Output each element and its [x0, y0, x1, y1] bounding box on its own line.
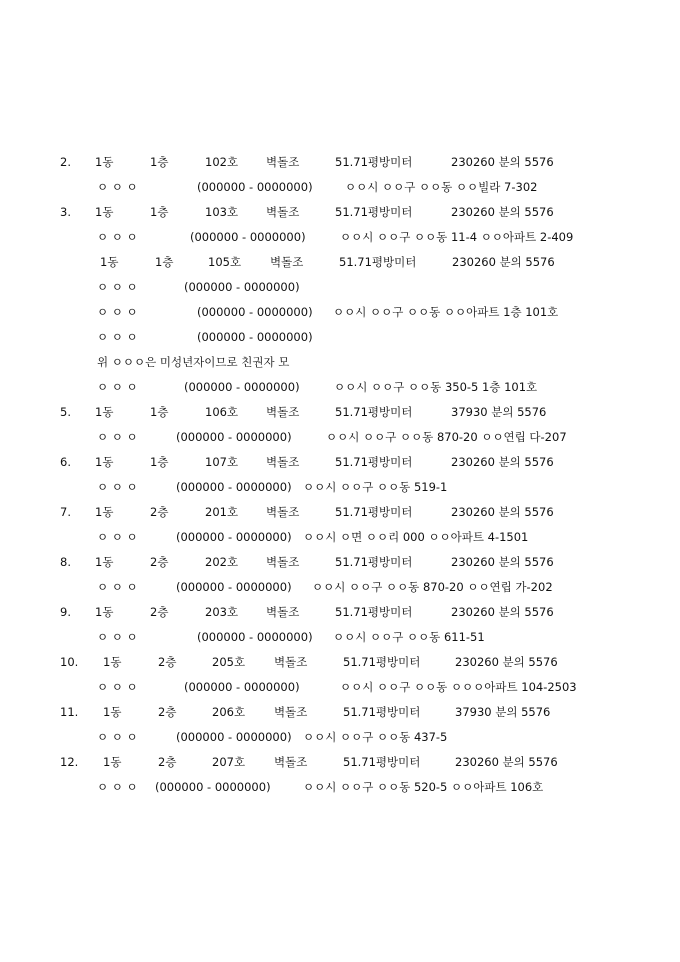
- resident-number: (000000 - 0000000): [190, 230, 306, 244]
- area: 51.71평방미터: [335, 205, 413, 219]
- area: 51.71평방미터: [335, 155, 413, 169]
- share-ratio: 230260 분의 5576: [452, 255, 555, 269]
- unit-number: 102호: [205, 155, 239, 169]
- owner-address: ㅇㅇ시 ㅇㅇ구 ㅇㅇ동 ㅇㅇㅇ아파트 104-2503: [340, 680, 577, 694]
- resident-number: (000000 - 0000000): [176, 430, 292, 444]
- structure: 벽돌조: [266, 455, 300, 469]
- area: 51.71평방미터: [343, 755, 421, 769]
- floor: 2층: [150, 605, 169, 619]
- unit-number: 201호: [205, 505, 239, 519]
- item-number: 9.: [60, 605, 71, 619]
- structure: 벽돌조: [266, 155, 300, 169]
- owner-address: ㅇㅇ시 ㅇㅇ구 ㅇㅇ동 ㅇㅇ아파트 1층 101호: [333, 305, 559, 319]
- resident-number: (000000 - 0000000): [197, 180, 313, 194]
- unit-number: 107호: [205, 455, 239, 469]
- share-ratio: 230260 분의 5576: [451, 555, 554, 569]
- structure: 벽돌조: [266, 505, 300, 519]
- structure: 벽돌조: [274, 705, 308, 719]
- item-number: 2.: [60, 155, 71, 169]
- building-dong: 1동: [95, 405, 114, 419]
- owner-name: ㅇ ㅇ ㅇ: [97, 630, 138, 644]
- item-number: 7.: [60, 505, 71, 519]
- floor: 2층: [158, 655, 177, 669]
- unit-number: 206호: [212, 705, 246, 719]
- owner-address: ㅇㅇ시 ㅇㅇ구 ㅇㅇ동 350-5 1층 101호: [334, 380, 538, 394]
- owner-address: ㅇㅇ시 ㅇㅇ구 ㅇㅇ동 11-4 ㅇㅇ아파트 2-409: [340, 230, 574, 244]
- unit-number: 202호: [205, 555, 239, 569]
- floor: 1층: [150, 455, 169, 469]
- resident-number: (000000 - 0000000): [184, 380, 300, 394]
- owner-address: ㅇㅇ시 ㅇㅇ구 ㅇㅇ동 611-51: [333, 630, 485, 644]
- floor: 2층: [150, 505, 169, 519]
- area: 51.71평방미터: [339, 255, 417, 269]
- area: 51.71평방미터: [335, 405, 413, 419]
- owner-name: ㅇ ㅇ ㅇ: [97, 680, 138, 694]
- item-number: 5.: [60, 405, 71, 419]
- building-dong: 1동: [95, 605, 114, 619]
- area: 51.71평방미터: [343, 655, 421, 669]
- owner-address: ㅇㅇ시 ㅇㅇ구 ㅇㅇ동 437-5: [303, 730, 448, 744]
- share-ratio: 230260 분의 5576: [455, 655, 558, 669]
- building-dong: 1동: [103, 705, 122, 719]
- floor: 2층: [150, 555, 169, 569]
- owner-address: ㅇㅇ시 ㅇㅇ구 ㅇㅇ동 ㅇㅇ빌라 7-302: [345, 180, 538, 194]
- area: 51.71평방미터: [335, 455, 413, 469]
- building-dong: 1동: [95, 155, 114, 169]
- building-dong: 1동: [95, 505, 114, 519]
- floor: 1층: [155, 255, 174, 269]
- share-ratio: 230260 분의 5576: [451, 455, 554, 469]
- area: 51.71평방미터: [335, 555, 413, 569]
- share-ratio: 230260 분의 5576: [451, 505, 554, 519]
- structure: 벽돌조: [270, 255, 304, 269]
- owner-name: ㅇ ㅇ ㅇ: [97, 530, 138, 544]
- area: 51.71평방미터: [335, 605, 413, 619]
- share-ratio: 230260 분의 5576: [451, 205, 554, 219]
- resident-number: (000000 - 0000000): [176, 480, 292, 494]
- floor: 2층: [158, 755, 177, 769]
- owner-name: ㅇ ㅇ ㅇ: [97, 180, 138, 194]
- unit-number: 207호: [212, 755, 246, 769]
- floor: 1층: [150, 155, 169, 169]
- floor: 2층: [158, 705, 177, 719]
- resident-number: (000000 - 0000000): [184, 680, 300, 694]
- resident-number: (000000 - 0000000): [176, 530, 292, 544]
- unit-number: 106호: [205, 405, 239, 419]
- structure: 벽돌조: [274, 755, 308, 769]
- owner-address: ㅇㅇ시 ㅇㅇ구 ㅇㅇ동 519-1: [303, 480, 448, 494]
- resident-number: (000000 - 0000000): [176, 580, 292, 594]
- owner-address: ㅇㅇ시 ㅇ면 ㅇㅇ리 000 ㅇㅇ아파트 4-1501: [303, 530, 529, 544]
- resident-number: (000000 - 0000000): [197, 305, 313, 319]
- item-number: 10.: [60, 655, 79, 669]
- owner-name: ㅇ ㅇ ㅇ: [97, 280, 138, 294]
- owner-name: ㅇ ㅇ ㅇ: [97, 380, 138, 394]
- item-number: 8.: [60, 555, 71, 569]
- floor: 1층: [150, 205, 169, 219]
- building-dong: 1동: [95, 205, 114, 219]
- owner-name: ㅇ ㅇ ㅇ: [97, 580, 138, 594]
- unit-number: 203호: [205, 605, 239, 619]
- owner-name: ㅇ ㅇ ㅇ: [97, 305, 138, 319]
- resident-number: (000000 - 0000000): [197, 630, 313, 644]
- structure: 벽돌조: [266, 205, 300, 219]
- owner-name: ㅇ ㅇ ㅇ: [97, 430, 138, 444]
- share-ratio: 230260 분의 5576: [451, 155, 554, 169]
- unit-number: 205호: [212, 655, 246, 669]
- owner-name: ㅇ ㅇ ㅇ: [97, 480, 138, 494]
- building-dong: 1동: [103, 655, 122, 669]
- resident-number: (000000 - 0000000): [184, 280, 300, 294]
- note-text: 위 ㅇㅇㅇ은 미성년자이므로 친권자 모: [97, 355, 290, 369]
- unit-number: 103호: [205, 205, 239, 219]
- share-ratio: 37930 분의 5576: [451, 405, 547, 419]
- item-number: 6.: [60, 455, 71, 469]
- owner-name: ㅇ ㅇ ㅇ: [97, 330, 138, 344]
- share-ratio: 230260 분의 5576: [455, 755, 558, 769]
- building-dong: 1동: [103, 755, 122, 769]
- item-number: 12.: [60, 755, 79, 769]
- structure: 벽돌조: [266, 605, 300, 619]
- owner-address: ㅇㅇ시 ㅇㅇ구 ㅇㅇ동 870-20 ㅇㅇ연립 가-202: [312, 580, 553, 594]
- resident-number: (000000 - 0000000): [176, 730, 292, 744]
- structure: 벽돌조: [266, 405, 300, 419]
- resident-number: (000000 - 0000000): [155, 780, 271, 794]
- building-dong: 1동: [95, 455, 114, 469]
- floor: 1층: [150, 405, 169, 419]
- item-number: 3.: [60, 205, 71, 219]
- area: 51.71평방미터: [335, 505, 413, 519]
- share-ratio: 37930 분의 5576: [455, 705, 551, 719]
- building-dong: 1동: [95, 555, 114, 569]
- structure: 벽돌조: [266, 555, 300, 569]
- owner-name: ㅇ ㅇ ㅇ: [97, 730, 138, 744]
- area: 51.71평방미터: [343, 705, 421, 719]
- owner-name: ㅇ ㅇ ㅇ: [97, 230, 138, 244]
- owner-address: ㅇㅇ시 ㅇㅇ구 ㅇㅇ동 870-20 ㅇㅇ연립 다-207: [326, 430, 567, 444]
- share-ratio: 230260 분의 5576: [451, 605, 554, 619]
- item-number: 11.: [60, 705, 79, 719]
- owner-address: ㅇㅇ시 ㅇㅇ구 ㅇㅇ동 520-5 ㅇㅇ아파트 106호: [303, 780, 544, 794]
- resident-number: (000000 - 0000000): [197, 330, 313, 344]
- structure: 벽돌조: [274, 655, 308, 669]
- owner-name: ㅇ ㅇ ㅇ: [97, 780, 138, 794]
- unit-number: 105호: [208, 255, 242, 269]
- building-dong: 1동: [100, 255, 119, 269]
